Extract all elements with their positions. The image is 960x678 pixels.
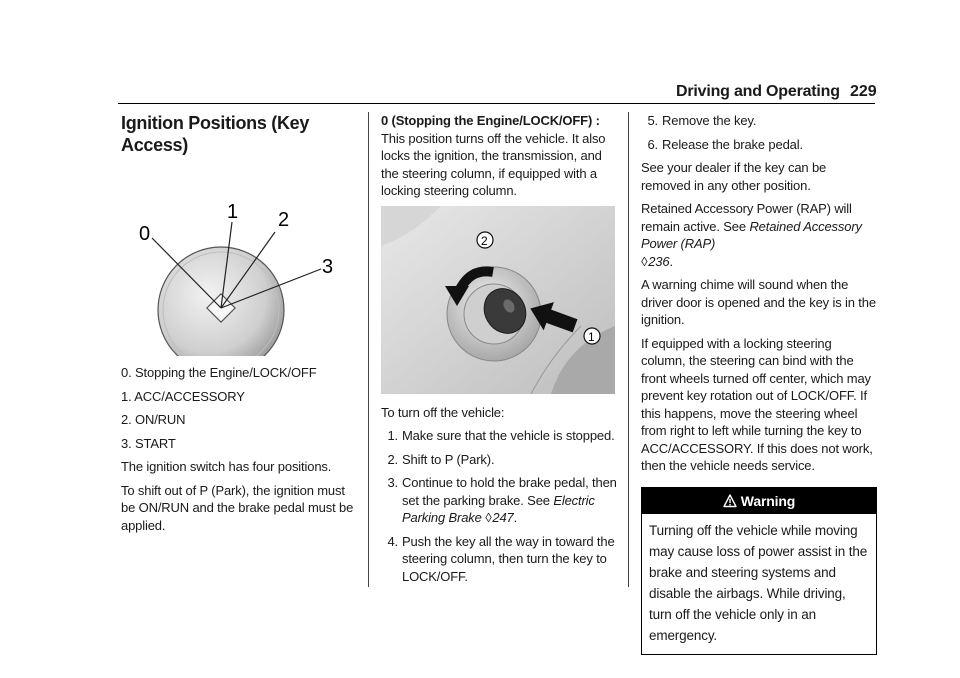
position-1-text: 1. ACC/ACCESSORY <box>121 388 245 404</box>
position-label-2: 2 <box>278 209 289 231</box>
running-header-title: Driving and Operating <box>676 83 840 100</box>
book-arrow-icon: ◊ <box>641 253 648 269</box>
position-label-1: 1 <box>227 201 238 223</box>
warning-triangle-icon <box>723 494 737 508</box>
callout-2: 2 <box>481 233 488 248</box>
paragraph-steering-lock: If equipped with a locking steering column, the steering can bind with the front wheels turned off center, which may prevent key rotation out of LOCK/OFF. If this happens, move the steering wheel from right to left while turning the key to ACC/ACCESSORY. If this does not work, then the vehicle needs service. <box>641 335 873 473</box>
list-item: 4. Push the key all the way in toward the steering column, then turn the key to LOCK/OFF. <box>387 533 615 584</box>
position-2-text: 2. ON/RUN <box>121 412 186 427</box>
column-2 <box>381 112 617 591</box>
paragraph-chime: A warning chime will sound when the driver door is opened and the key is in the ignition. <box>641 277 876 327</box>
column-divider-left <box>368 112 369 587</box>
turn-off-steps-continued <box>641 112 877 153</box>
page-reference[interactable]: 247 <box>492 510 514 525</box>
section-title: Ignition Positions (Key Access) <box>121 113 310 155</box>
list-item: 2. Shift to P (Park). <box>387 451 495 467</box>
cross-reference-link[interactable]: Electric Parking Brake <box>402 492 595 525</box>
paragraph-dealer: See your dealer if the key can be removed in any other position. <box>641 160 827 193</box>
page-reference[interactable]: 236 <box>648 253 670 269</box>
paragraph-lock-off <box>381 112 617 200</box>
warning-title: Warning <box>740 492 796 509</box>
position-label-0: 0 <box>139 223 150 245</box>
paragraph-rap: Retained Accessory Power (RAP) will remain active. See Retained Accessory Power (RAP) ◊ 236. <box>641 201 862 269</box>
column-divider-right <box>628 112 629 587</box>
key-turn-photo <box>381 206 615 394</box>
list-item: 3. Continue to hold the brake pedal, then set the parking brake. See Electric Parking Brake ◊ 247. <box>387 475 617 525</box>
warning-text: Turning off the vehicle while moving may cause loss of power assist in the brake and steering systems and disable the airbags. While driving, turn off the vehicle only in an emergency. <box>649 522 868 643</box>
turn-off-steps <box>381 427 617 585</box>
callout-1: 1 <box>588 329 595 344</box>
paragraph-shift-out-of-park: To shift out of P (Park), the ignition must be ON/RUN and the brake pedal must be applied. <box>121 482 354 533</box>
cross-reference-link[interactable]: Retained Accessory Power (RAP) <box>641 218 862 251</box>
column-3 <box>641 112 877 655</box>
header-rule <box>118 103 875 104</box>
paragraph-four-positions: The ignition switch has four positions. <box>121 459 332 474</box>
lock-off-heading: 0 (Stopping the Engine/LOCK/OFF) : <box>381 113 600 128</box>
warning-header <box>642 488 876 514</box>
list-item: 1. Make sure that the vehicle is stopped. <box>387 428 615 443</box>
list-item: 5. Remove the key. <box>647 113 757 128</box>
position-0-text: 0. Stopping the Engine/LOCK/OFF <box>121 365 317 380</box>
turn-off-intro: To turn off the vehicle: <box>381 404 505 420</box>
ignition-positions-diagram <box>115 164 351 356</box>
warning-box <box>641 487 877 655</box>
lock-off-description: This position turns off the vehicle. It also locks the ignition, the transmission, and the steering column, if equipped with a locking steering column. <box>381 130 606 198</box>
column-1 <box>121 112 356 540</box>
list-item: 6. Release the brake pedal. <box>647 136 803 152</box>
page-number: 229 <box>850 83 877 100</box>
book-arrow-icon: ◊ <box>485 510 492 525</box>
position-label-3: 3 <box>322 256 333 278</box>
position-3-text: 3. START <box>121 435 176 451</box>
